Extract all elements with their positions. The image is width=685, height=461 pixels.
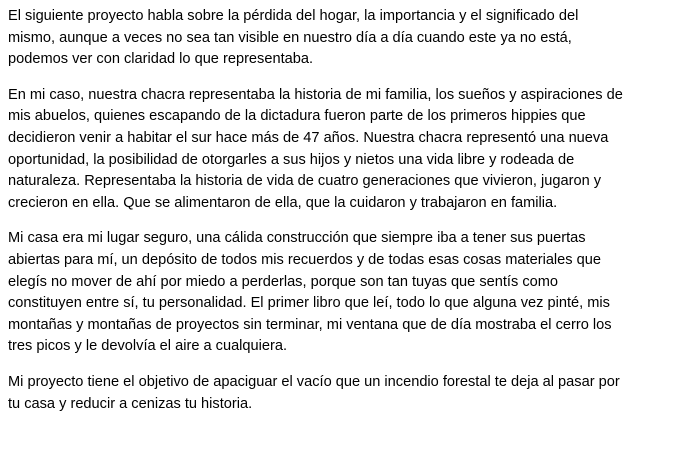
text-line: El siguiente proyecto habla sobre la pérdida del hogar, la importancia y el significado del xyxy=(8,8,579,24)
paragraph xyxy=(8,85,685,215)
text-line: Mi casa era mi lugar seguro, una cálida construcción que siempre iba a tener sus puertas xyxy=(8,230,586,247)
document-body xyxy=(8,6,685,429)
text-line: montañas y montañas de proyectos sin terminar, mi ventana que de día mostraba el cerro los xyxy=(8,316,612,333)
text-line: En mi caso, nuestra chacra representaba la historia de mi familia, los sueños y aspiraciones de xyxy=(8,86,623,103)
text-line: naturaleza. Representaba la historia de vida de cuatro generaciones que vivieron, jugaron y xyxy=(8,173,602,190)
paragraph xyxy=(8,228,685,358)
text-line: podemos ver con claridad lo que representaba. xyxy=(8,51,314,68)
text-line: tres picos y le devolvía el aire a cualquiera. xyxy=(8,338,288,355)
text-line: elegís no mover de ahí por miedo a perderlas, porque son tan tuyas que sentís como xyxy=(8,273,559,290)
text-line: Mi proyecto tiene el objetivo de apaciguar el vacío que un incendio forestal te deja al pasar por xyxy=(8,373,620,390)
text-line: oportunidad, la posibilidad de otorgarles a sus hijos y nietos una vida libre y rodeada de xyxy=(8,151,575,168)
text-line: tu casa y reducir a cenizas tu historia. xyxy=(8,395,253,412)
text-line: constituyen entre sí, tu personalidad. El primer libro que leí, todo lo que alguna vez pinté, mis xyxy=(8,295,610,312)
text-line: abiertas para mí, un depósito de todos mis recuerdos y de todas esas cosas materiales que xyxy=(8,251,601,268)
text-line: mismo, aunque a veces no sea tan visible en nuestro día a día cuando este ya no está, xyxy=(8,29,572,46)
paragraph xyxy=(8,6,685,71)
text-line: crecieron en ella. Que se alimentaron de ella, que la cuidaron y trabajaron en familia. xyxy=(8,194,558,211)
paragraph xyxy=(8,372,685,415)
text-line: mis abuelos, quienes escapando de la dictadura fueron parte de los primeros hippies que xyxy=(8,108,586,125)
text-line: decidieron venir a habitar el sur hace más de 47 años. Nuestra chacra representó una nueva xyxy=(8,129,609,146)
